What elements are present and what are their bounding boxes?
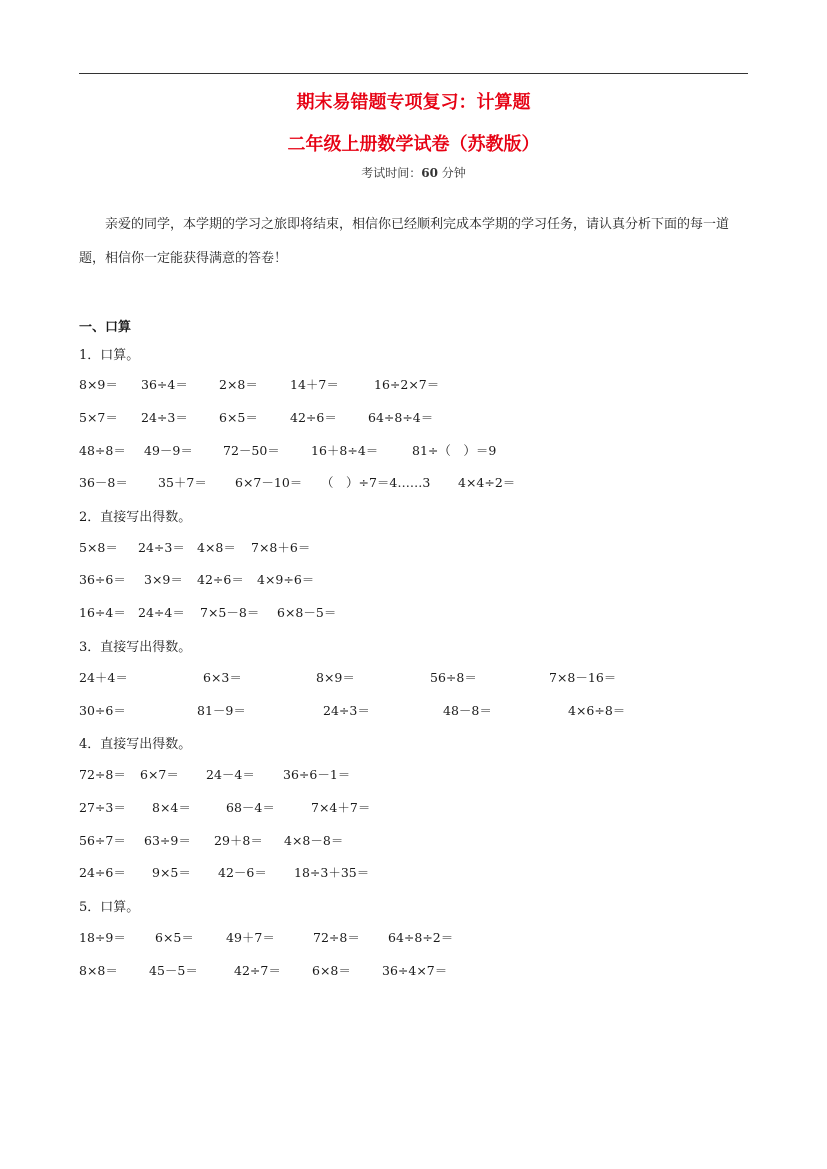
arithmetic-problem: 18÷9＝	[79, 930, 126, 945]
arithmetic-problem: 30÷6＝	[79, 703, 126, 718]
arithmetic-problem: 24÷3＝	[323, 703, 370, 718]
arithmetic-problem: 4×8－8＝	[284, 833, 344, 848]
arithmetic-problem: 24÷4＝	[138, 605, 185, 620]
arithmetic-problem: 4×9÷6＝	[257, 572, 315, 587]
arithmetic-problem: 35＋7＝	[158, 475, 207, 490]
section-heading: 一、口算	[79, 320, 132, 335]
arithmetic-problem: 81－9＝	[197, 703, 246, 718]
arithmetic-problem: 6×8－5＝	[277, 605, 337, 620]
arithmetic-problem: 7×4＋7＝	[311, 800, 371, 815]
arithmetic-problem: 45－5＝	[149, 963, 198, 978]
arithmetic-problem: 6×5＝	[219, 410, 258, 425]
question-label: 5．口算。	[79, 900, 140, 915]
arithmetic-problem: 18÷3＋35＝	[294, 865, 370, 880]
arithmetic-problem: 24－4＝	[206, 767, 255, 782]
arithmetic-problem: 9×5＝	[152, 865, 191, 880]
arithmetic-problem: 72÷8＝	[79, 767, 126, 782]
arithmetic-problem: 7×5－8＝	[200, 605, 260, 620]
arithmetic-problem: 36－8＝	[79, 475, 128, 490]
arithmetic-problem: 29＋8＝	[214, 833, 263, 848]
question-label: 3．直接写出得数。	[79, 640, 192, 655]
arithmetic-problem: 5×7＝	[79, 410, 118, 425]
arithmetic-problem: 14＋7＝	[290, 377, 339, 392]
arithmetic-problem: 6×7＝	[140, 767, 179, 782]
question-label: 4．直接写出得数。	[79, 737, 192, 752]
arithmetic-problem: 27÷3＝	[79, 800, 126, 815]
arithmetic-problem: 8×4＝	[152, 800, 191, 815]
arithmetic-problem: 2×8＝	[219, 377, 258, 392]
arithmetic-problem: 8×9＝	[316, 670, 355, 685]
arithmetic-problem: 24＋4＝	[79, 670, 128, 685]
top-rule	[79, 73, 748, 74]
arithmetic-problem: 7×8＋6＝	[251, 540, 311, 555]
arithmetic-problem: 42÷6＝	[290, 410, 337, 425]
arithmetic-problem: 4×4÷2＝	[458, 475, 516, 490]
exam-time-value: 60	[421, 166, 438, 180]
arithmetic-problem: 4×6÷8＝	[568, 703, 626, 718]
arithmetic-problem: 24÷6＝	[79, 865, 126, 880]
arithmetic-problem: 3×9＝	[144, 572, 183, 587]
arithmetic-problem: 8×9＝	[79, 377, 118, 392]
arithmetic-problem: （ ）÷7＝4……3	[321, 475, 431, 490]
arithmetic-problem: 36÷4×7＝	[382, 963, 448, 978]
arithmetic-problem: 49－9＝	[144, 443, 193, 458]
arithmetic-problem: 72÷8＝	[313, 930, 360, 945]
arithmetic-problem: 56÷8＝	[430, 670, 477, 685]
arithmetic-problem: 16÷4＝	[79, 605, 126, 620]
question-label: 1．口算。	[79, 348, 140, 363]
exam-time	[0, 164, 827, 181]
arithmetic-problem: 6×3＝	[203, 670, 242, 685]
arithmetic-problem: 42÷7＝	[234, 963, 281, 978]
arithmetic-problem: 36÷6－1＝	[283, 767, 351, 782]
arithmetic-problem: 4×8＝	[197, 540, 236, 555]
page-title: 期末易错题专项复习：计算题	[296, 92, 531, 113]
arithmetic-problem: 68－4＝	[226, 800, 275, 815]
arithmetic-problem: 42－6＝	[218, 865, 267, 880]
arithmetic-problem: 49＋7＝	[226, 930, 275, 945]
arithmetic-problem: 64÷8÷4＝	[368, 410, 434, 425]
arithmetic-problem: 6×8＝	[312, 963, 351, 978]
arithmetic-problem: 63÷9＝	[144, 833, 191, 848]
arithmetic-problem: 42÷6＝	[197, 572, 244, 587]
exam-time-unit: 分钟	[437, 166, 466, 180]
exam-time-label: 考试时间：	[361, 166, 422, 180]
arithmetic-problem: 8×8＝	[79, 963, 118, 978]
arithmetic-problem: 6×5＝	[155, 930, 194, 945]
intro-paragraph: 亲爱的同学，本学期的学习之旅即将结束，相信你已经顺利完成本学期的学习任务，请认真分析下面的每一道题，相信你一定能获得满意的答卷！	[79, 217, 730, 266]
arithmetic-problem: 56÷7＝	[79, 833, 126, 848]
arithmetic-problem: 36÷4＝	[141, 377, 188, 392]
arithmetic-problem: 64÷8÷2＝	[388, 930, 454, 945]
arithmetic-problem: 16÷2×7＝	[374, 377, 440, 392]
question-label: 2．直接写出得数。	[79, 510, 192, 525]
arithmetic-problem: 6×7－10＝	[235, 475, 303, 490]
arithmetic-problem: 81÷（ ）＝9	[412, 443, 497, 458]
page-subtitle: 二年级上册数学试卷（苏教版）	[287, 134, 540, 155]
arithmetic-problem: 5×8＝	[79, 540, 118, 555]
arithmetic-problem: 24÷3＝	[138, 540, 185, 555]
arithmetic-problem: 7×8－16＝	[549, 670, 617, 685]
arithmetic-problem: 24÷3＝	[141, 410, 188, 425]
arithmetic-problem: 36÷6＝	[79, 572, 126, 587]
arithmetic-problem: 72－50＝	[223, 443, 280, 458]
arithmetic-problem: 48－8＝	[443, 703, 492, 718]
arithmetic-problem: 16＋8÷4＝	[311, 443, 379, 458]
arithmetic-problem: 48÷8＝	[79, 443, 126, 458]
